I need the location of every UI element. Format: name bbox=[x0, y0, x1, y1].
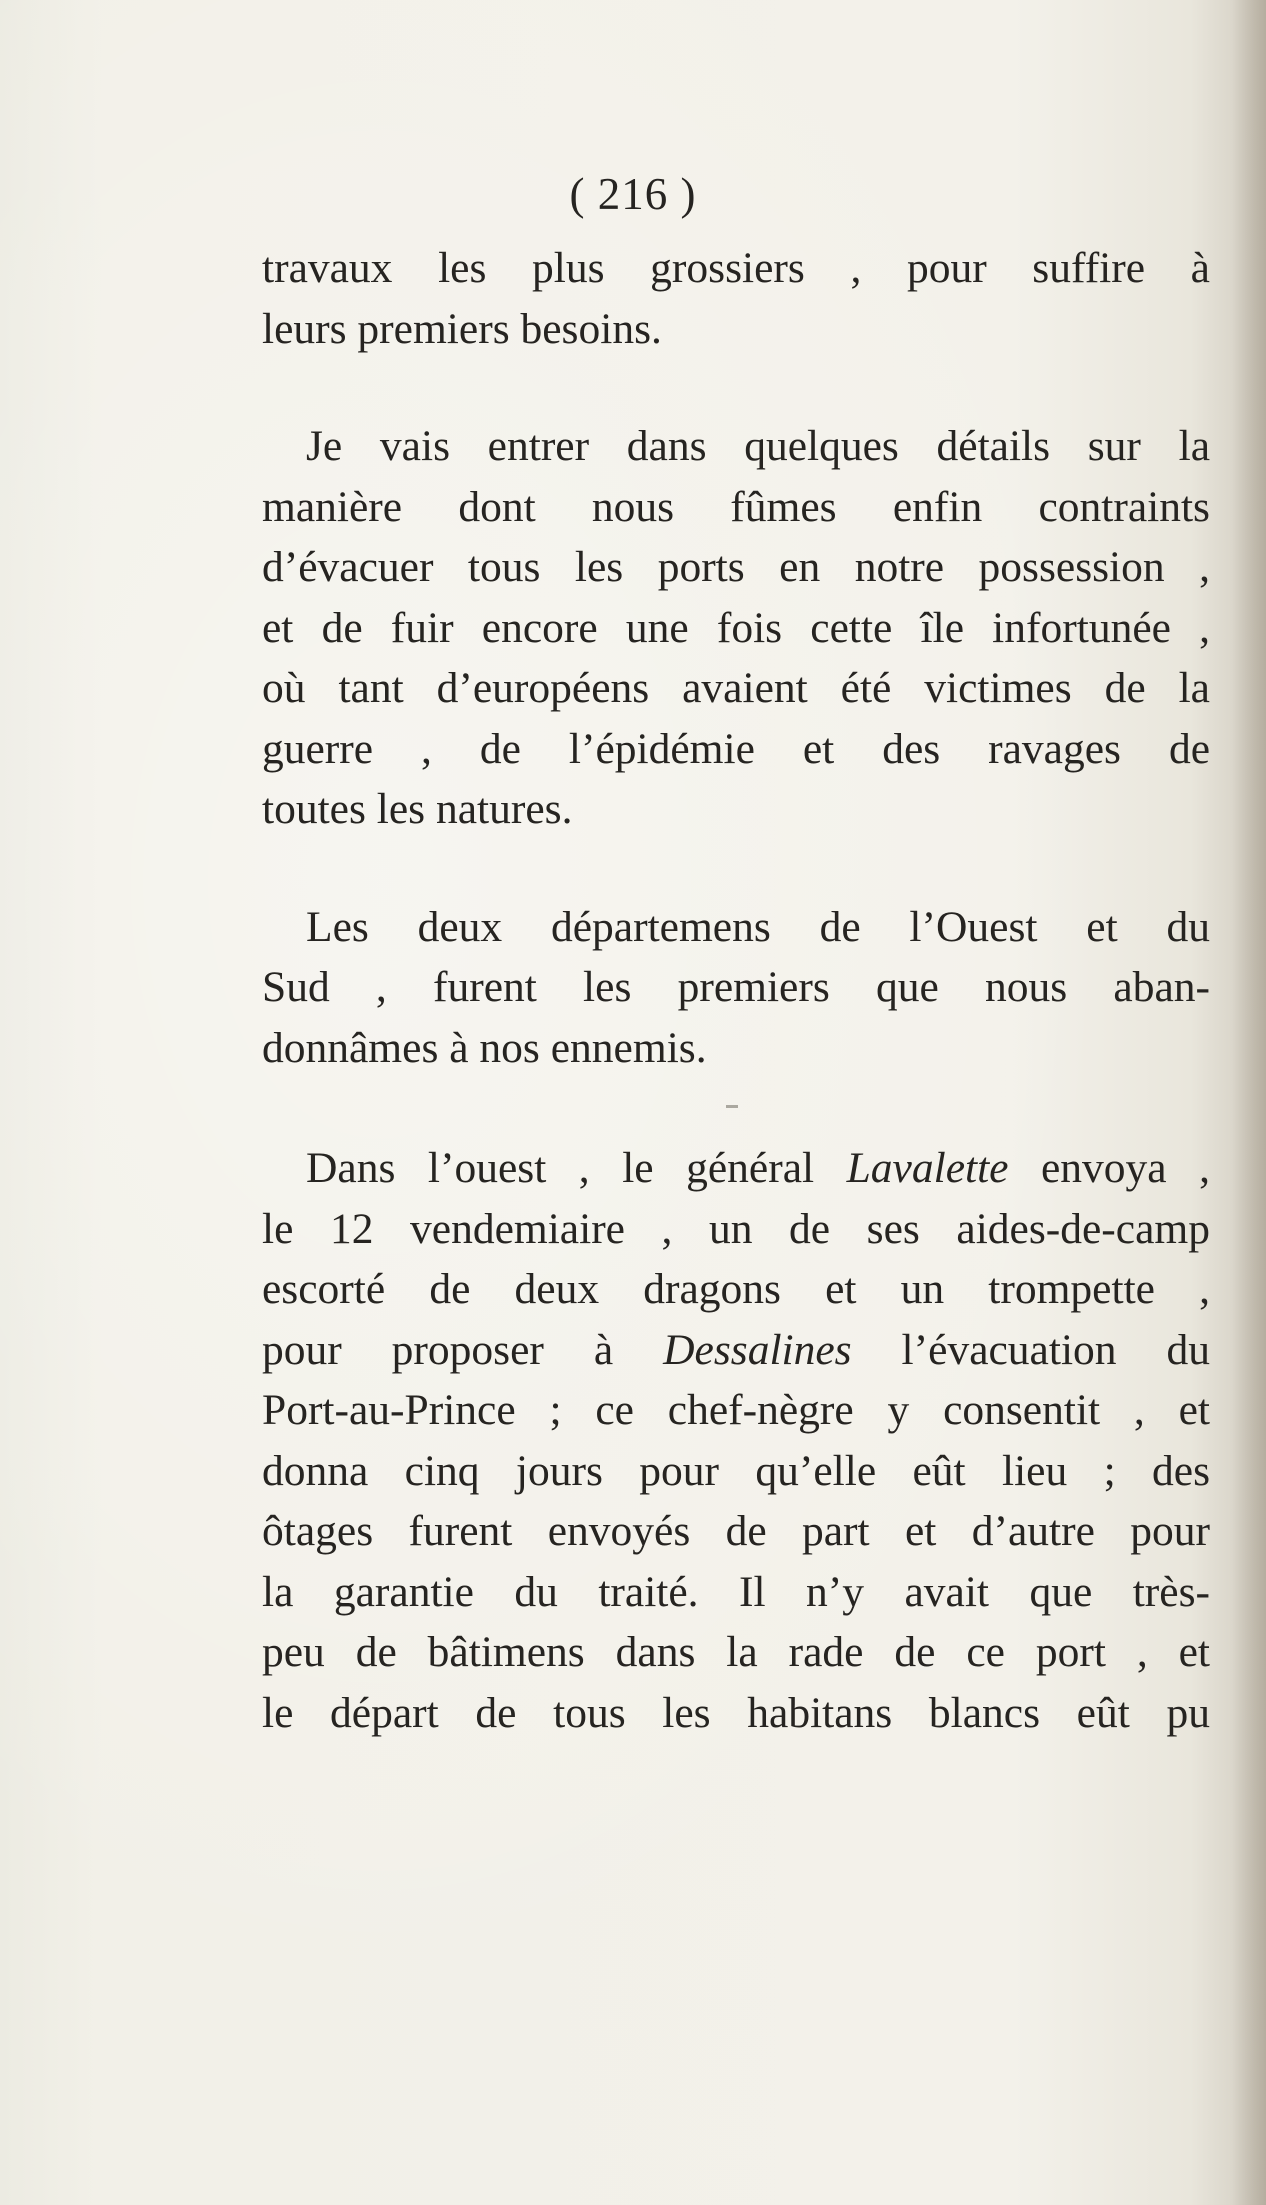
person-name-lavalette: Lavalette bbox=[846, 1144, 1009, 1192]
paragraph-gap bbox=[262, 840, 1210, 897]
text-line: ôtages furent envoyés de part et d’autre pour bbox=[262, 1507, 1210, 1555]
body-text bbox=[262, 238, 1210, 1743]
paragraph bbox=[262, 238, 1210, 359]
paragraph bbox=[262, 897, 1210, 1079]
text-line: le 12 vendemiaire , un de ses aides-de-camp bbox=[262, 1204, 1210, 1253]
text-run: Dans l’ouest , le général bbox=[306, 1144, 847, 1192]
text-line: Port-au-Prince ; ce chef-nègre y consentit , et bbox=[262, 1386, 1210, 1434]
text-line bbox=[262, 1320, 1210, 1381]
text-line: Les deux départemens de l’Ouest et du bbox=[306, 902, 1210, 951]
text-line bbox=[262, 1138, 1210, 1199]
text-line: Je vais entrer dans quelques détails sur la bbox=[306, 422, 1210, 470]
text-line: manière dont nous fûmes enfin contraints bbox=[262, 482, 1210, 531]
page-number: ( 216 ) bbox=[569, 169, 697, 219]
paragraph-gap bbox=[262, 1078, 1210, 1138]
text-line: où tant d’européens avaient été victimes de la bbox=[262, 664, 1210, 712]
page-edge-shadow bbox=[1232, 0, 1266, 2205]
text-line: le départ de tous les habitans blancs eût pu bbox=[262, 1688, 1210, 1737]
text-run: pour proposer à bbox=[262, 1325, 664, 1374]
text-line: escorté de deux dragons et un trompette , bbox=[262, 1265, 1210, 1313]
text-line: peu de bâtimens dans la rade de ce port , et bbox=[262, 1628, 1210, 1676]
paragraph-gap bbox=[262, 359, 1210, 416]
text-line: leurs premiers besoins. bbox=[262, 304, 662, 353]
text-run: envoya , bbox=[1008, 1144, 1210, 1192]
paragraph bbox=[262, 416, 1210, 840]
text-line: guerre , de l’épidémie et des ravages de bbox=[262, 724, 1210, 773]
text-run: l’évacuation du bbox=[851, 1325, 1210, 1374]
text-line: travaux les plus grossiers , pour suffire à bbox=[262, 244, 1210, 292]
text-line: Sud , furent les premiers que nous aban- bbox=[262, 963, 1210, 1011]
text-line: donna cinq jours pour qu’elle eût lieu ; des bbox=[262, 1446, 1210, 1495]
text-line: d’évacuer tous les ports en notre possession , bbox=[262, 543, 1210, 591]
text-line: et de fuir encore une fois cette île infortunée , bbox=[262, 603, 1210, 652]
paragraph-divider-mark bbox=[726, 1105, 738, 1108]
text-line: toutes les natures. bbox=[262, 785, 573, 833]
paragraph bbox=[262, 1138, 1210, 1743]
person-name-dessalines: Dessalines bbox=[663, 1325, 852, 1374]
text-line: la garantie du traité. Il n’y avait que très- bbox=[262, 1567, 1210, 1616]
text-line: donnâmes à nos ennemis. bbox=[262, 1023, 707, 1072]
